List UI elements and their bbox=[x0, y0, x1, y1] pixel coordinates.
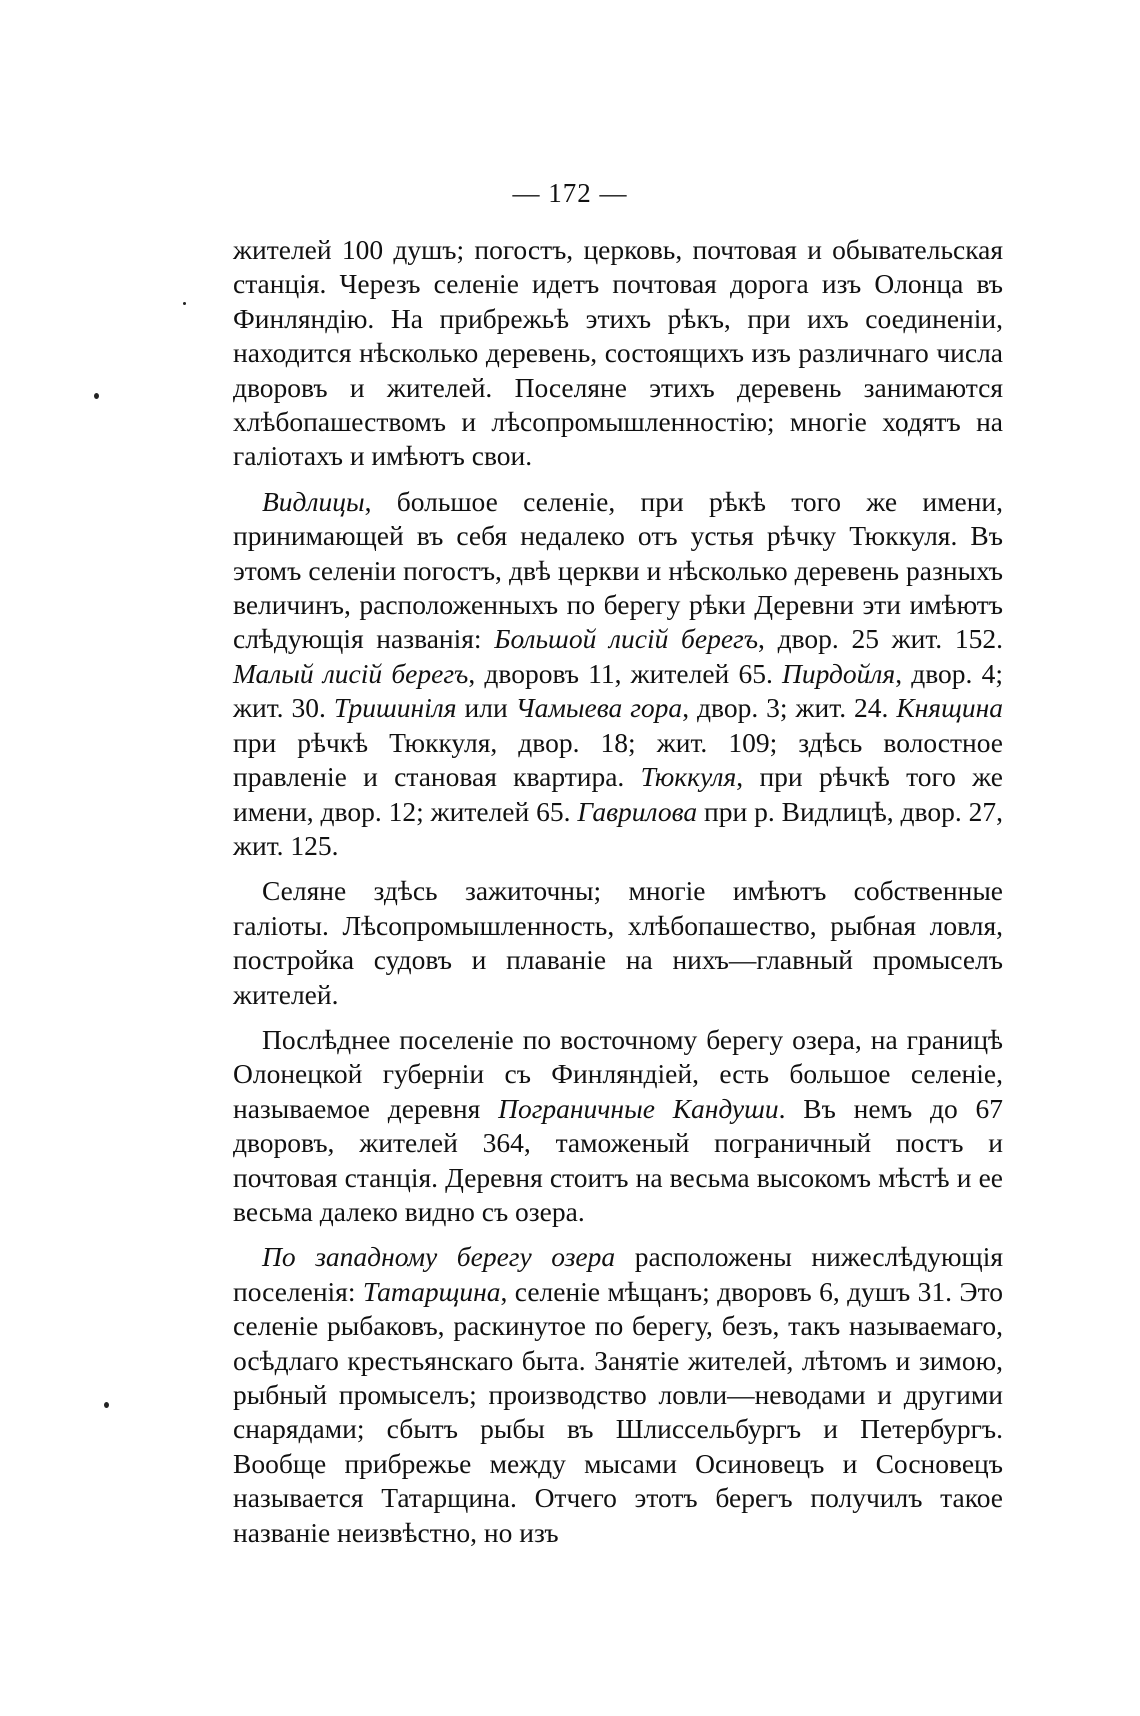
italic-place-name: Тюккуля bbox=[640, 761, 737, 793]
text-run: , двор. 25 жит. 152. bbox=[758, 623, 1003, 655]
text-run: Послѣднее поселеніе по восточному берегу озера, на границѣ Олонецкой губерніи съ Финляндіей, есть большое селеніе, называемое деревня bbox=[233, 1023, 1003, 1124]
text-run: жителей 100 душъ; погостъ, церковь, почтовая и обывательская станція. Черезъ селеніе идетъ почтовая дорога изъ Олонца въ Финляндію. На прибрежьѣ этихъ рѣкъ, при ихъ соединеніи, находится нѣсколько деревень, состоящихъ изъ различнаго числа дворовъ и жителей. Поселяне этихъ деревень занимаются хлѣбопашествомъ и лѣсопромышленностію; многіе ходятъ на галіотахъ и имѣютъ свои. bbox=[233, 234, 1003, 472]
italic-place-name: Татарщина bbox=[362, 1275, 501, 1307]
text-run: , дворовъ 11, жителей 65. bbox=[468, 657, 783, 689]
text-run: или bbox=[456, 692, 516, 724]
italic-place-name: Пограничные Кандуши bbox=[498, 1092, 779, 1124]
text-run: при р. Видлицѣ, двор. 27, жит. 125. bbox=[233, 795, 1003, 861]
paragraph bbox=[233, 1023, 1003, 1229]
ink-speck bbox=[183, 302, 186, 305]
paragraph bbox=[233, 1240, 1003, 1550]
italic-place-name: Гаврилова bbox=[577, 795, 698, 827]
paragraph bbox=[233, 233, 1003, 474]
italic-place-name: По западному берегу озера bbox=[262, 1241, 616, 1273]
italic-place-name: Чамыева гора bbox=[515, 692, 683, 724]
paragraph bbox=[233, 874, 1003, 1012]
text-run: при рѣчкѣ Тюккуля, двор. 18; жит. 109; здѣсь волостное правленіе и становая квартира. bbox=[233, 726, 1003, 793]
italic-place-name: Малый лисій берегъ bbox=[233, 657, 469, 689]
ink-speck bbox=[94, 393, 99, 399]
text-run: , двор. 4; жит. 30. bbox=[233, 657, 1003, 724]
italic-place-name: Большой лисій берегъ bbox=[494, 623, 759, 655]
italic-place-name: Видлицы bbox=[262, 485, 365, 517]
text-run: расположены нижеслѣдующія поселенія: bbox=[233, 1241, 1003, 1307]
body-text bbox=[233, 233, 1003, 1561]
text-run: , селеніе мѣщанъ; дворовъ 6, душъ 31. Это селеніе рыбаковъ, раскинутое по берегу, безъ, такъ называемаго, осѣдлаго крестьянскаго быта. Занятіе жителей, лѣтомъ и зимою, рыбный промыселъ; производство ловли—неводами и другими снарядами; сбытъ рыбы въ Шлиссельбургъ и Петербургъ. Вообще прибрежье между мысами Осиновецъ и Сосновецъ называется Татарщина. Отчего этотъ берегъ получилъ такое названіе неизвѣстно, но изъ bbox=[233, 1275, 1003, 1548]
italic-place-name: Тришиніля bbox=[333, 692, 457, 724]
text-run: , большое селеніе, при рѣкѣ того же имени, принимающей въ себя недалеко отъ устья рѣчку Тюккуля. Въ этомъ селеніи погостъ, двѣ церкви и нѣсколько деревень разныхъ величинъ, расположенныхъ по берегу рѣки Деревни эти имѣютъ слѣдующія названія: bbox=[233, 485, 1003, 655]
italic-place-name: Пирдойля bbox=[782, 657, 896, 689]
text-run: . Въ немъ до 67 дворовъ, жителей 364, таможеный пограничный постъ и почтовая станція. Деревня стоитъ на весьма высокомъ мѣстѣ и ее весьма далеко видно съ озера. bbox=[233, 1092, 1003, 1227]
text-run: , двор. 3; жит. 24. bbox=[682, 692, 897, 724]
paragraph bbox=[233, 485, 1003, 863]
italic-place-name: Княщина bbox=[896, 692, 1003, 724]
text-run: Селяне здѣсь зажиточны; многіе имѣютъ собственные галіоты. Лѣсопромышленность, хлѣбопашество, рыбная ловля, постройка судовъ и плаваніе на нихъ—главный промыселъ жителей. bbox=[233, 875, 1003, 1010]
text-run: , при рѣчкѣ того же имени, двор. 12; жителей 65. bbox=[233, 761, 1003, 827]
ink-speck bbox=[104, 1402, 109, 1408]
page-number: — 172 — bbox=[512, 178, 628, 208]
